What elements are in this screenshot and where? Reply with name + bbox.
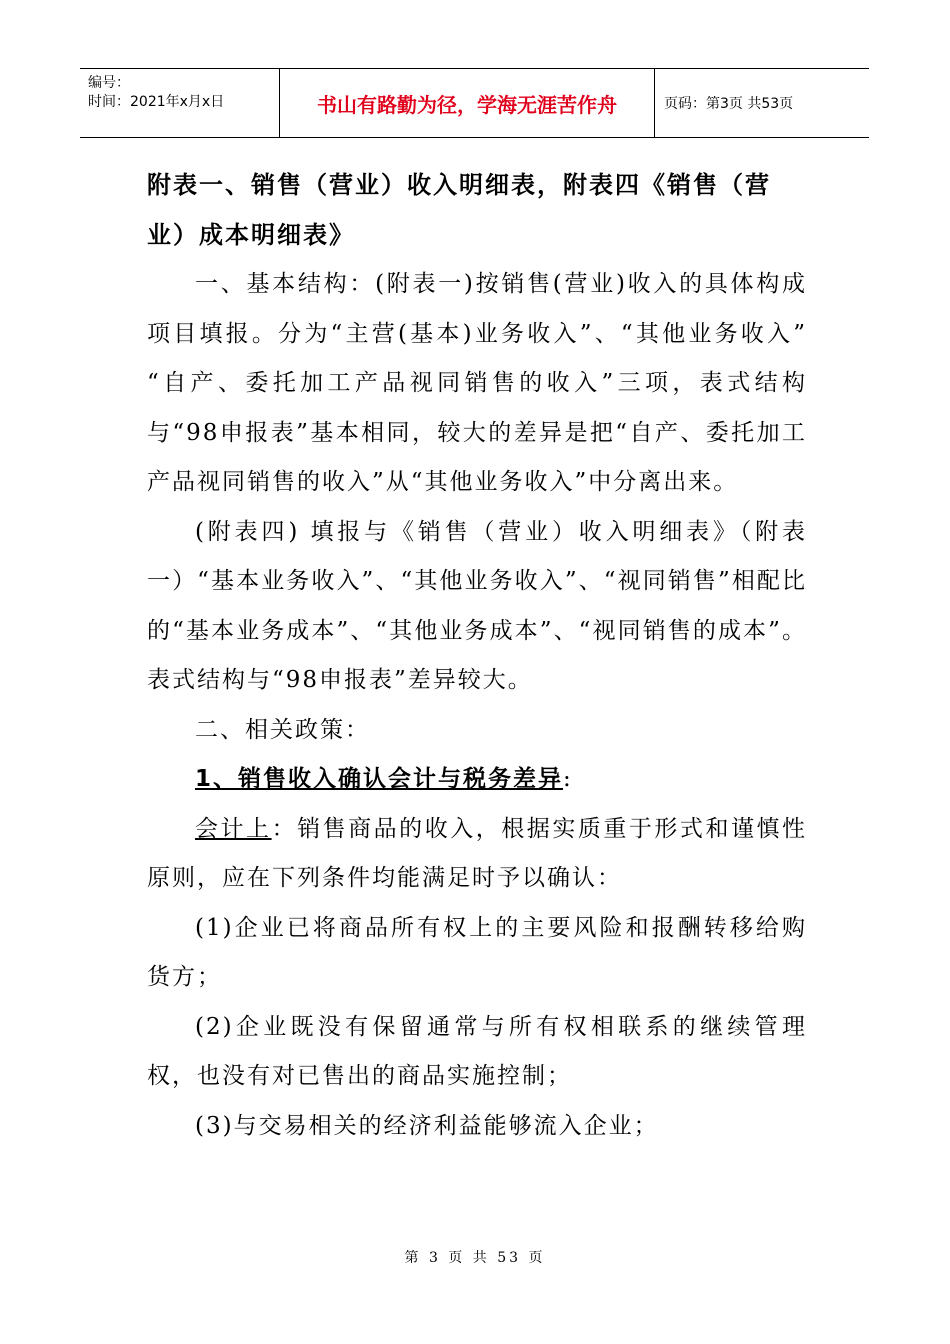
paragraph-basic-structure: 一、基本结构：(附表一)按销售(营业)收入的具体构成项目填报。分为“主营(基本)业务收入”、“其他业务收入” “自产、委托加工产品视同销售的收入”三项，表式结构与“98申报表”基本相同，较大的差异是把“自产、委托加工产品视同销售的收入”从“其他业务收入”中分离出来。 — [147, 271, 807, 495]
document-title: 附表一、销售（营业）收入明细表，附表四《销售（营业）成本明细表》 — [147, 171, 771, 249]
condition-item-1: (1)企业已将商品所有权上的主要风险和报酬转移给购货方； — [147, 914, 807, 990]
subheading-colon: : — [563, 766, 573, 792]
document-body — [147, 160, 807, 1151]
paragraph-accounting — [147, 805, 807, 904]
document-date: 时间：2021年x月x日 — [88, 94, 225, 110]
page-footer: 第 3 页 共 53 页 — [404, 1250, 546, 1266]
accounting-label: 会计上 — [195, 815, 272, 842]
subheading-text: 1、销售收入确认会计与税务差异 — [195, 766, 564, 792]
condition-item-2: (2)企业既没有保留通常与所有权相联系的继续管理权，也没有对已售出的商品实施控制； — [147, 1013, 807, 1089]
accounting-text: ：销售商品的收入，根据实质重于形式和谨慎性原则，应在下列条件均能满足时予以确认： — [147, 815, 808, 891]
header-motto: 书山有路勤为径，学海无涯苦作舟 — [280, 69, 655, 137]
subheading-revenue-recognition — [147, 755, 807, 805]
document-number-label: 编号： — [88, 75, 130, 91]
condition-item-3: (3)与交易相关的经济利益能够流入企业； — [195, 1112, 659, 1139]
section-heading-policies: 二、相关政策： — [195, 716, 370, 743]
paragraph-appendix-four: (附表四) 填报与《销售（营业）收入明细表》（附表一）“基本业务收入”、“其他业务收入”、“视同销售”相配比的“基本业务成本”、“其他业务成本”、“视同销售的成本”。表式结构与“98申报表”差异较大。 — [147, 518, 807, 693]
page-header — [80, 68, 869, 138]
header-meta — [80, 69, 280, 137]
header-page-info: 页码：第3页 共53页 — [664, 96, 794, 112]
